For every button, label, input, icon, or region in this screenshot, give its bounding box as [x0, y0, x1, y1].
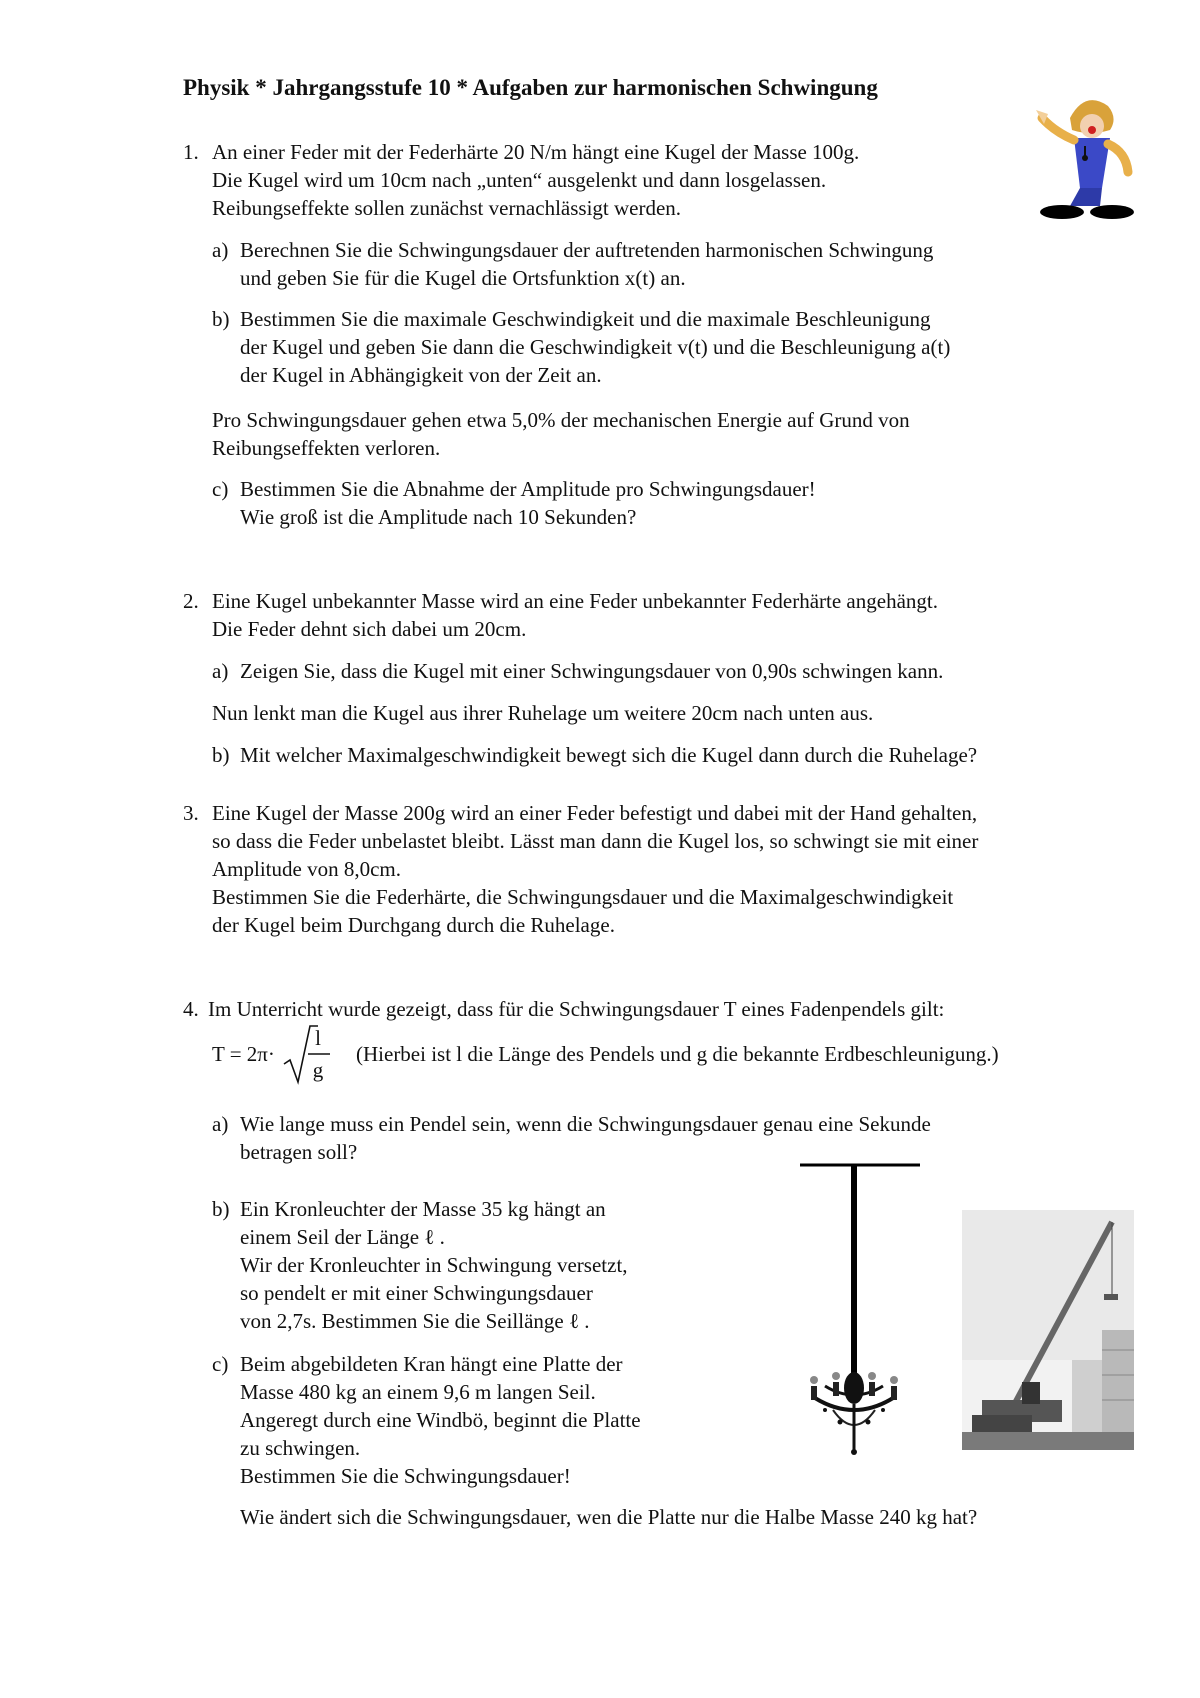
task-1-intro-line: An einer Feder mit der Federhärte 20 N/m hängt eine Kugel der Masse 100g.: [212, 140, 860, 164]
task-3-line: Bestimmen Sie die Federhärte, die Schwingungsdauer und die Maximalgeschwindigkeit: [212, 885, 954, 909]
task-1b-line: Bestimmen Sie die maximale Geschwindigkeit und die maximale Beschleunigung: [240, 307, 931, 331]
task-2b-text: [240, 741, 977, 769]
task-2-intro: [212, 587, 938, 643]
fraction-numerator: l: [315, 1026, 321, 1050]
task-4a-line: betragen soll?: [240, 1140, 358, 1164]
task-4a-line: Wie lange muss ein Pendel sein, wenn die Schwingungsdauer genau eine Sekunde: [240, 1112, 931, 1136]
task-1c-line: Bestimmen Sie die Abnahme der Amplitude pro Schwingungsdauer!: [240, 477, 816, 501]
task-4b-line: Ein Kronleuchter der Masse 35 kg hängt an: [240, 1197, 606, 1221]
task-4b-line: Wir der Kronleuchter in Schwingung versetzt,: [240, 1253, 628, 1277]
task-4c-line: zu schwingen.: [240, 1436, 361, 1460]
task-1-intro: [212, 138, 859, 222]
task-4c-line: Beim abgebildeten Kran hängt eine Platte der: [240, 1352, 623, 1376]
task-1b-text: [240, 305, 950, 389]
task-2a-text: [240, 657, 943, 685]
task-4c-text: [240, 1350, 641, 1490]
task-4-intro: Im Unterricht wurde gezeigt, dass für die Schwingungsdauer T eines Fadenpendels gilt:: [208, 997, 945, 1021]
crane-photo: [962, 1210, 1134, 1450]
task-4c-label: c): [212, 1352, 229, 1376]
task-1b-line: der Kugel und geben Sie dann die Geschwindigkeit v(t) und die Beschleunigung a(t): [240, 335, 951, 359]
task-4c-line: Masse 480 kg an einem 9,6 m langen Seil.: [240, 1380, 596, 1404]
page-title: Physik * Jahrgangsstufe 10 * Aufgaben zur harmonischen Schwingung: [183, 75, 878, 100]
chandelier-illustration: [795, 1160, 925, 1460]
formula-note: (Hierbei ist l die Länge des Pendels und g die bekannte Erdbeschleunigung.): [356, 1042, 999, 1066]
task-2-info: [212, 699, 873, 727]
task-2a-label: a): [212, 659, 229, 683]
task-3-line: Amplitude von 8,0cm.: [212, 857, 401, 881]
task-4a-label: a): [212, 1112, 229, 1136]
task-2-number: 2.: [183, 589, 199, 613]
task-1-intro-line: Reibungseffekte sollen zunächst vernachlässigt werden.: [212, 196, 682, 220]
task-4-final-question: Wie ändert sich die Schwingungsdauer, wen die Platte nur die Halbe Masse 240 kg hat?: [240, 1505, 978, 1529]
task-4-number: 4.: [183, 997, 199, 1021]
task-1a-text: [240, 236, 933, 292]
task-3-line: so dass die Feder unbelastet bleibt. Lässt man dann die Kugel los, so schwingt sie mit einer: [212, 829, 979, 853]
task-3-line: der Kugel beim Durchgang durch die Ruhelage.: [212, 913, 615, 937]
task-2-intro-line: Eine Kugel unbekannter Masse wird an eine Feder unbekannter Federhärte angehängt.: [212, 589, 938, 613]
task-4c-line: Angeregt durch eine Windbö, beginnt die Platte: [240, 1408, 641, 1432]
task-1c-label: c): [212, 477, 229, 501]
task-1-number: 1.: [183, 140, 199, 164]
task-3-line: Eine Kugel der Masse 200g wird an einer Feder befestigt und dabei mit der Hand gehalten,: [212, 801, 978, 825]
task-1a-line: und geben Sie für die Kugel die Ortsfunktion x(t) an.: [240, 266, 686, 290]
task-2-intro-line: Die Feder dehnt sich dabei um 20cm.: [212, 617, 527, 641]
task-4b-line: so pendelt er mit einer Schwingungsdauer: [240, 1281, 593, 1305]
task-2b-line: Mit welcher Maximalgeschwindigkeit bewegt sich die Kugel dann durch die Ruhelage?: [240, 743, 978, 767]
task-1-intro-line: Die Kugel wird um 10cm nach „unten“ ausgelenkt und dann losgelassen.: [212, 168, 827, 192]
fraction-bar: [308, 1053, 330, 1055]
task-4a-text: [240, 1110, 931, 1166]
task-2b-label: b): [212, 743, 230, 767]
task-4b-line: von 2,7s. Bestimmen Sie die Seillänge ℓ .: [240, 1309, 590, 1333]
task-4c-line: Bestimmen Sie die Schwingungsdauer!: [240, 1464, 571, 1488]
fraction-denominator: g: [312, 1058, 324, 1082]
task-1-info-line: Pro Schwingungsdauer gehen etwa 5,0% der mechanischen Energie auf Grund von: [212, 408, 910, 432]
task-1c-text: [240, 475, 816, 531]
task-4b-line: einem Seil der Länge ℓ .: [240, 1225, 445, 1249]
task-1a-label: a): [212, 238, 229, 262]
task-2a-line: Zeigen Sie, dass die Kugel mit einer Schwingungsdauer von 0,90s schwingen kann.: [240, 659, 944, 683]
formula-lhs: T = 2π·: [212, 1042, 275, 1066]
task-1c-line: Wie groß ist die Amplitude nach 10 Sekunden?: [240, 505, 637, 529]
task-3-text: [212, 799, 978, 939]
task-1-info-line: Reibungseffekten verloren.: [212, 436, 441, 460]
task-4b-text: [240, 1195, 628, 1335]
task-1b-label: b): [212, 307, 230, 331]
task-2-info-line: Nun lenkt man die Kugel aus ihrer Ruhelage um weitere 20cm nach unten aus.: [212, 701, 874, 725]
task-1-info: [212, 406, 910, 462]
task-1a-line: Berechnen Sie die Schwingungsdauer der auftretenden harmonischen Schwingung: [240, 238, 934, 262]
task-3-number: 3.: [183, 801, 199, 825]
task-1b-line: der Kugel in Abhängigkeit von der Zeit an.: [240, 363, 602, 387]
clown-illustration: [1030, 88, 1140, 220]
task-4b-label: b): [212, 1197, 230, 1221]
